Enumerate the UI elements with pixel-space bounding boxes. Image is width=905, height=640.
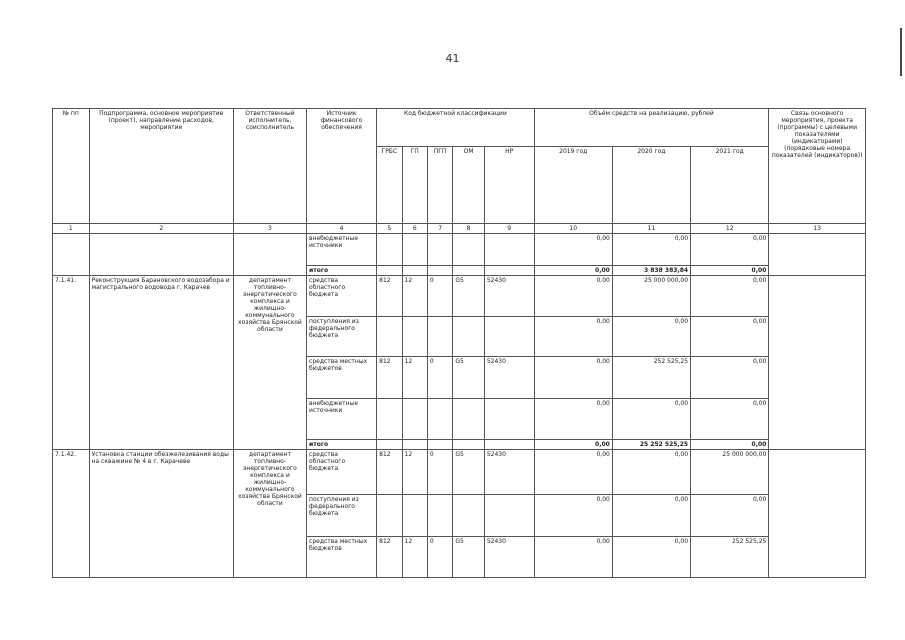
table-row [53,449,866,494]
cell-link [769,449,866,577]
cell-nr: 52430 [484,357,534,399]
cell-2020: 3 838 383,84 [612,265,690,275]
cell-source: поступления из федерального бюджета [307,316,377,357]
cell-num: 7.1.41. [53,275,90,449]
cell-om: G5 [453,275,485,316]
scan-edge-mark [900,28,902,76]
cell-2020: 0,00 [612,234,690,266]
cell-2021: 0,00 [691,275,769,316]
cell-2019: 0,00 [534,537,612,578]
cell-2021: 0,00 [691,357,769,399]
cell-responsible [233,234,306,276]
header-2020: 2020 год [612,146,690,223]
header-grbs: ГРБС [377,146,402,223]
column-number: 7 [427,223,452,233]
cell-source: внебюджетные источники [307,398,377,439]
cell-pgp: 0 [427,357,452,399]
header-source: Источник финансового обеспечения [307,109,377,224]
cell-num [53,234,90,276]
cell-gp: 12 [402,357,427,399]
cell-source: средства областного бюджета [307,449,377,494]
cell-pgp [427,316,452,357]
column-number: 5 [377,223,402,233]
cell-gp [402,398,427,439]
page-number: 41 [445,52,460,65]
header-row-top [53,109,866,147]
cell-gp [402,316,427,357]
cell-2019: 0,00 [534,357,612,399]
header-program: Подпрограмма, основное мероприятие (проект), направление расходов, мероприятие [89,109,233,224]
column-number: 10 [534,223,612,233]
header-om: ОМ [453,146,485,223]
cell-2019: 0,00 [534,316,612,357]
cell-2020: 0,00 [612,537,690,578]
cell-2021: 0,00 [691,265,769,275]
cell-om [453,316,485,357]
cell-2020: 0,00 [612,398,690,439]
cell-grbs [377,494,402,537]
cell-grbs [377,398,402,439]
header-2021: 2021 год [691,146,769,223]
cell-source: поступления из федерального бюджета [307,494,377,537]
cell-pgp [427,398,452,439]
cell-source: средства местных бюджетов [307,537,377,578]
cell-grbs: 812 [377,449,402,494]
cell-om: G5 [453,449,485,494]
header-responsible: Ответственный исполнитель, соисполнитель [233,109,306,224]
column-number: 9 [484,223,534,233]
cell-gp: 12 [402,537,427,578]
cell-2019: 0,00 [534,439,612,449]
cell-2020: 25 252 525,25 [612,439,690,449]
column-number: 1 [53,223,90,233]
cell-2021: 25 000 000,00 [691,449,769,494]
cell-responsible: департамент топливно-энергетического комплекса и жилищно-коммунального хозяйства Брянской области [233,275,306,449]
header-pgp: ПГП [427,146,452,223]
cell-om [453,494,485,537]
header-2019: 2019 год [534,146,612,223]
header-budget-code: Код бюджетной классификации [377,109,534,147]
cell-om [453,398,485,439]
column-number: 3 [233,223,306,233]
cell-source: итого [307,265,377,275]
cell-pgp [427,494,452,537]
cell-nr [484,494,534,537]
column-number: 8 [453,223,485,233]
column-number: 11 [612,223,690,233]
cell-2020: 0,00 [612,449,690,494]
cell-source: внебюджетные источники [307,234,377,266]
cell-2019: 0,00 [534,275,612,316]
cell-2021: 0,00 [691,494,769,537]
budget-table [52,108,866,578]
cell-2021: 0,00 [691,439,769,449]
cell-nr [484,316,534,357]
cell-grbs: 812 [377,275,402,316]
header-link: Связь основного мероприятия, проекта (программы) с целевыми показателями (индикаторами) (порядковые номера показателей (индикаторов)) [769,109,866,224]
cell-2021: 0,00 [691,398,769,439]
cell-2020: 252 525,25 [612,357,690,399]
cell-2020: 25 000 000,00 [612,275,690,316]
cell-gp [402,494,427,537]
cell-2019: 0,00 [534,234,612,266]
cell-2021: 0,00 [691,234,769,266]
cell-2019: 0,00 [534,398,612,439]
cell-source: средства областного бюджета [307,275,377,316]
column-number: 4 [307,223,377,233]
cell-om: G5 [453,537,485,578]
cell-program [89,234,233,276]
column-number-row [53,223,866,233]
cell-nr: 52430 [484,537,534,578]
cell-source: средства местных бюджетов [307,357,377,399]
column-number: 12 [691,223,769,233]
cell-source: итого [307,439,377,449]
column-number: 6 [402,223,427,233]
header-gp: ГП [402,146,427,223]
cell-2019: 0,00 [534,449,612,494]
cell-2020: 0,00 [612,494,690,537]
column-number: 2 [89,223,233,233]
cell-link [769,234,866,276]
cell-pgp: 0 [427,275,452,316]
cell-pgp: 0 [427,449,452,494]
header-num: № пп [53,109,90,224]
cell-grbs: 812 [377,357,402,399]
cell-gp: 12 [402,275,427,316]
header-volume: Объём средств на реализацию, рублей [534,109,769,147]
cell-responsible: департамент топливно-энергетического комплекса и жилищно-коммунального хозяйства Брянской области [233,449,306,577]
cell-2019: 0,00 [534,265,612,275]
table-row [53,275,866,316]
cell-nr: 52430 [484,275,534,316]
cell-program: Реконструкция Барановского водозабора и магистрального водовода г. Карачев [89,275,233,449]
cell-gp: 12 [402,449,427,494]
table-row [53,234,866,266]
cell-link [769,275,866,449]
cell-2020: 0,00 [612,316,690,357]
cell-pgp: 0 [427,537,452,578]
cell-om: G5 [453,357,485,399]
cell-grbs: 812 [377,537,402,578]
cell-num: 7.1.42. [53,449,90,577]
cell-nr [484,398,534,439]
cell-2019: 0,00 [534,494,612,537]
cell-2021: 252 525,25 [691,537,769,578]
cell-nr: 52430 [484,449,534,494]
cell-2021: 0,00 [691,316,769,357]
cell-program: Установка станции обезжелезивания воды на скважине № 4 в г. Карачеве [89,449,233,577]
column-number: 13 [769,223,866,233]
cell-grbs [377,316,402,357]
header-nr: НР [484,146,534,223]
